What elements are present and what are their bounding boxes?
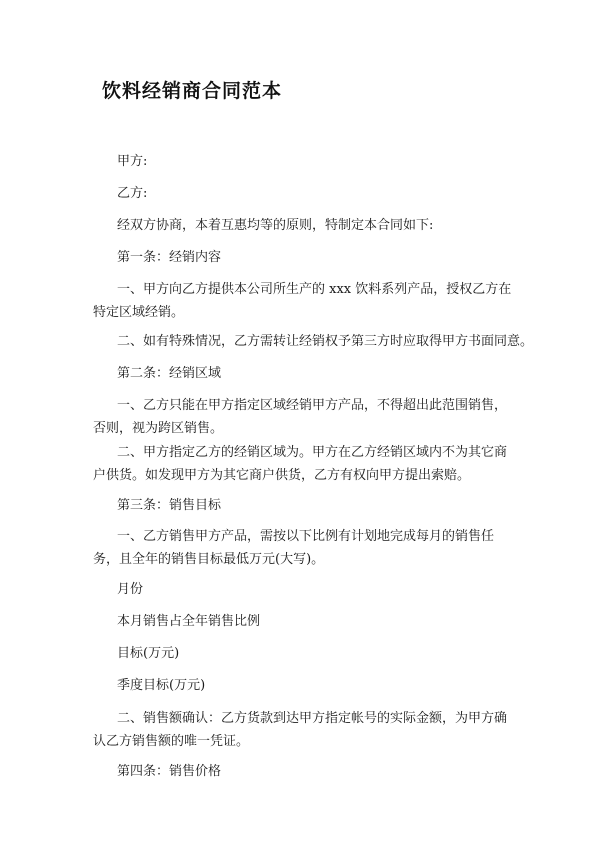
month-label: 月份 <box>117 582 144 597</box>
article-3-item-1: 一、乙方销售甲方产品，需按以下比例有计划地完成每月的销售任务，且全年的销售目标最低万元(大写)。 <box>93 529 495 567</box>
article-4-heading: 第四条：销售价格 <box>117 764 222 779</box>
article-2-item-2: 二、甲方指定乙方的经销区域为。甲方在乙方经销区域内不为其它商户供货。如发现甲方为其它商户供货，乙方有权向甲方提出索赔。 <box>93 445 508 483</box>
intro-paragraph: 经双方协商，本着互惠均等的原则，特制定本合同如下: <box>117 218 434 233</box>
party-b-line: 乙方: <box>117 186 148 201</box>
article-1-item-2: 二、如有特殊情况，乙方需转让经销权予第三方时应取得甲方书面同意。 <box>117 334 534 349</box>
article-1-heading: 第一条：经销内容 <box>117 250 222 265</box>
article-3-heading: 第三条：销售目标 <box>117 498 222 513</box>
article-2-heading: 第二条：经销区域 <box>117 366 222 381</box>
article-1-item-1: 一、甲方向乙方提供本公司所生产的 xxx 饮料系列产品，授权乙方在特定区域经销。 <box>93 282 512 320</box>
quarter-target-label: 季度目标(万元) <box>117 678 206 693</box>
target-label: 目标(万元) <box>117 646 180 661</box>
party-a-line: 甲方: <box>117 154 148 169</box>
monthly-ratio-label: 本月销售占全年销售比例 <box>117 614 261 629</box>
article-3-item-2: 二、销售额确认：乙方货款到达甲方指定帐号的实际金额，为甲方确认乙方销售额的唯一凭证。 <box>93 711 508 749</box>
document-title: 饮料经销商合同范本 <box>102 80 283 102</box>
article-2-item-1: 一、乙方只能在甲方指定区域经销甲方产品，不得超出此范围销售，否则，视为跨区销售。 <box>93 398 508 436</box>
